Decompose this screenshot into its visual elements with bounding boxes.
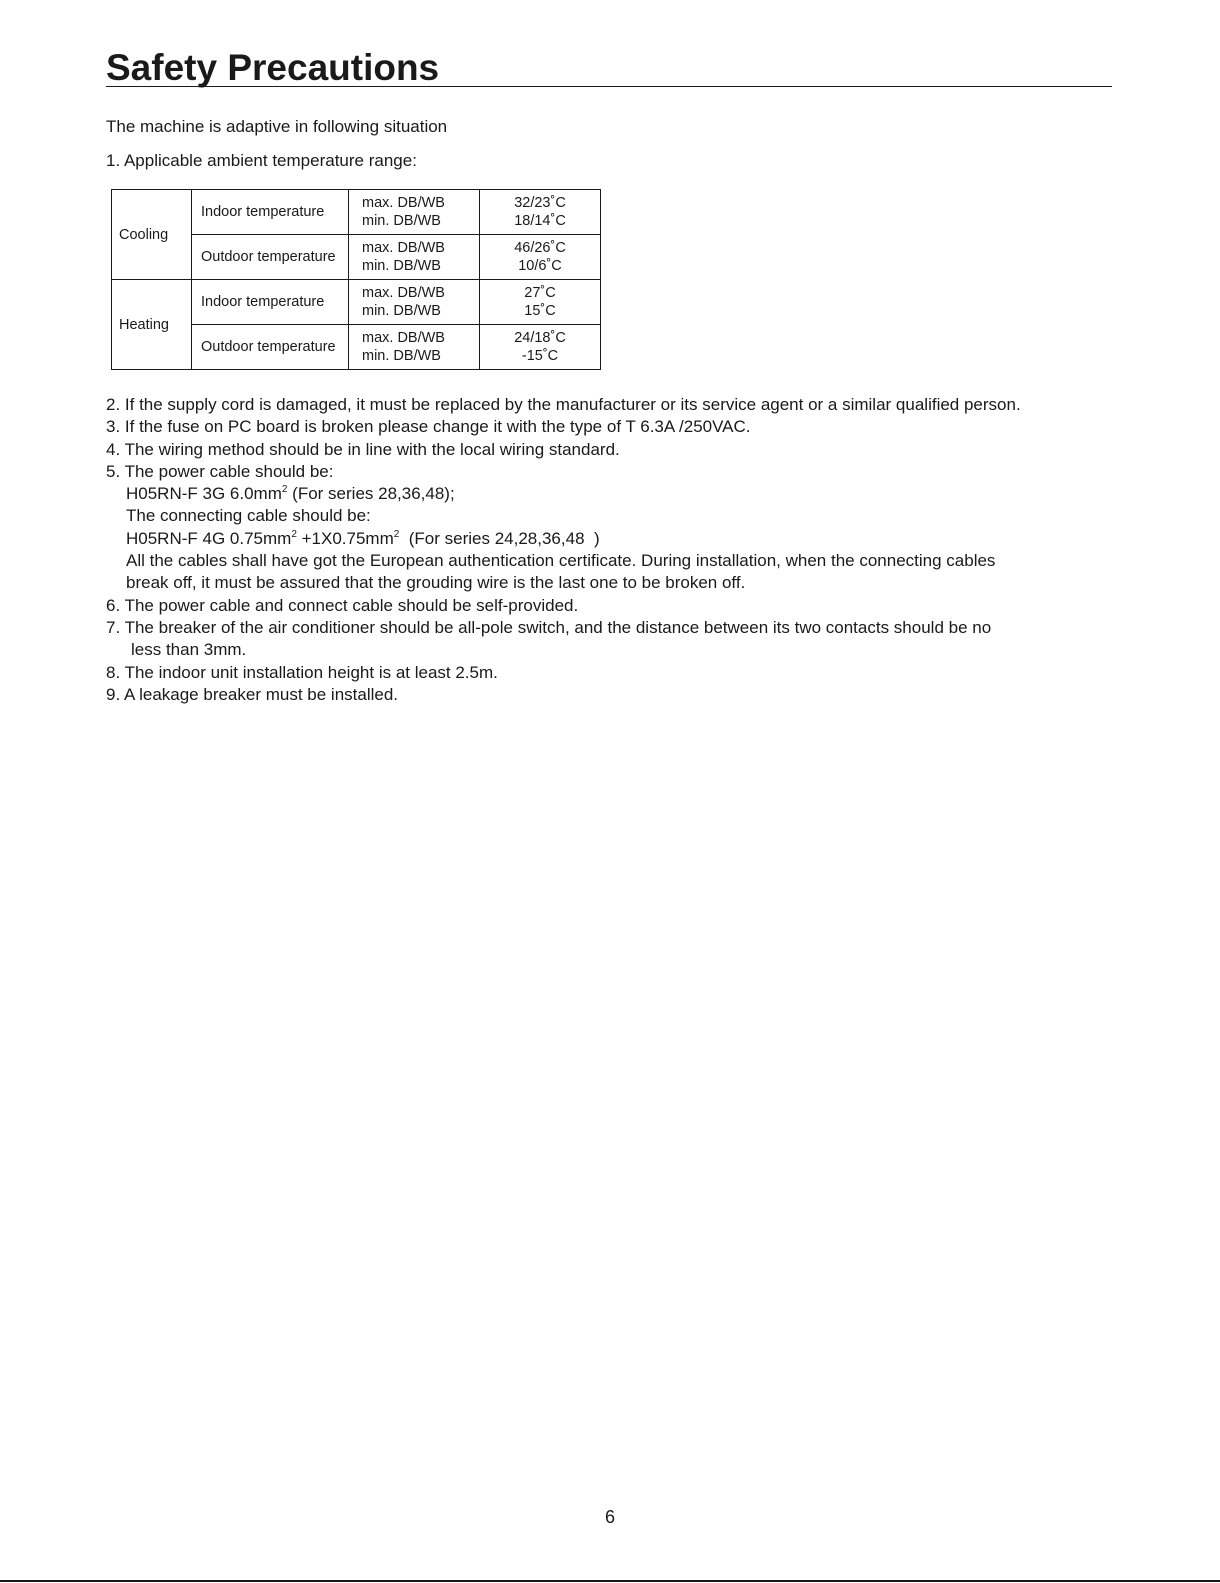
- intro-text: The machine is adaptive in following situation: [106, 117, 448, 136]
- min-value: -15˚C: [521, 348, 559, 364]
- max-condition: max. DB/WB: [362, 240, 445, 256]
- list-item-2: 2. If the supply cord is damaged, it must be replaced by the manufacturer or its service agent or a similar qualified person.: [106, 395, 1021, 414]
- min-value: 10/6˚C: [518, 258, 562, 274]
- min-value: 15˚C: [524, 303, 556, 319]
- precautions-list: [106, 394, 1116, 706]
- list-item-6: 6. The power cable and connect cable should be self-provided.: [106, 595, 579, 615]
- superscript: 2: [393, 528, 400, 540]
- connecting-cable-spec: [106, 528, 1116, 550]
- power-cable-text: H05RN-F 3G 6.0mm: [126, 484, 282, 504]
- item-1: 1. Applicable ambient temperature range:: [106, 151, 417, 170]
- power-cable-spec: [106, 483, 1116, 505]
- item-7-line-1: 7. The breaker of the air conditioner should be all-pole switch, and the distance between its two contacts should be no: [106, 617, 992, 637]
- min-condition: min. DB/WB: [362, 303, 441, 319]
- location-cell: Indoor temperature: [192, 280, 349, 325]
- item-7-line-2: less than 3mm.: [131, 640, 247, 660]
- connecting-cable-heading: The connecting cable should be:: [126, 506, 371, 526]
- page-title: Safety Precautions: [106, 47, 440, 88]
- table-row: [112, 280, 601, 325]
- condition-cell: [349, 235, 480, 280]
- temperature-range-table: [111, 189, 601, 370]
- max-value: 32/23˚C: [514, 195, 566, 211]
- min-condition: min. DB/WB: [362, 348, 441, 364]
- table-row: [112, 190, 601, 235]
- list-item-8: 8. The indoor unit installation height is at least 2.5m.: [106, 662, 498, 682]
- superscript: 2: [291, 528, 297, 540]
- min-value: 18/14˚C: [514, 213, 566, 229]
- connecting-cable-extra: +1X0.75mm: [296, 528, 394, 548]
- list-item-3: 3. If the fuse on PC board is broken please change it with the type of T 6.3A /250VAC.: [106, 417, 751, 437]
- condition-cell: [349, 190, 480, 235]
- location-cell: Indoor temperature: [192, 190, 349, 235]
- page-number: 6: [604, 1507, 615, 1527]
- value-cell: [480, 190, 601, 235]
- connecting-cable-series: (For series 24,28,36,48 ): [399, 528, 600, 548]
- max-value: 27˚C: [524, 285, 556, 301]
- bottom-border: [0, 1580, 1220, 1582]
- max-condition: max. DB/WB: [362, 330, 445, 346]
- location-cell: Outdoor temperature: [192, 235, 349, 280]
- list-item-5: [106, 461, 1116, 595]
- list-item-9: 9. A leakage breaker must be installed.: [106, 684, 399, 704]
- condition-cell: [349, 325, 480, 370]
- connecting-cable-text: H05RN-F 4G 0.75mm: [126, 528, 292, 548]
- max-condition: max. DB/WB: [362, 195, 445, 211]
- value-cell: [480, 280, 601, 325]
- certificate-line-2: break off, it must be assured that the grouding wire is the last one to be broken off.: [126, 573, 746, 593]
- max-value: 46/26˚C: [514, 240, 566, 256]
- condition-cell: [349, 280, 480, 325]
- list-item-4: 4. The wiring method should be in line with the local wiring standard.: [106, 439, 620, 459]
- mode-cooling: Cooling: [112, 190, 192, 280]
- mode-heating: Heating: [112, 280, 192, 370]
- min-condition: min. DB/WB: [362, 213, 441, 229]
- max-condition: max. DB/WB: [362, 285, 445, 301]
- min-condition: min. DB/WB: [362, 258, 441, 274]
- item-5-heading: 5. The power cable should be:: [106, 461, 334, 481]
- max-value: 24/18˚C: [514, 330, 566, 346]
- certificate-line-1: All the cables shall have got the European authentication certificate. During installation, when the connecting cables: [126, 551, 996, 571]
- list-item-7: [106, 617, 1116, 662]
- value-cell: [480, 325, 601, 370]
- superscript: 2: [281, 484, 288, 496]
- location-cell: Outdoor temperature: [192, 325, 349, 370]
- power-cable-series: (For series 28,36,48);: [287, 484, 455, 504]
- title-underline: [106, 86, 1112, 87]
- value-cell: [480, 235, 601, 280]
